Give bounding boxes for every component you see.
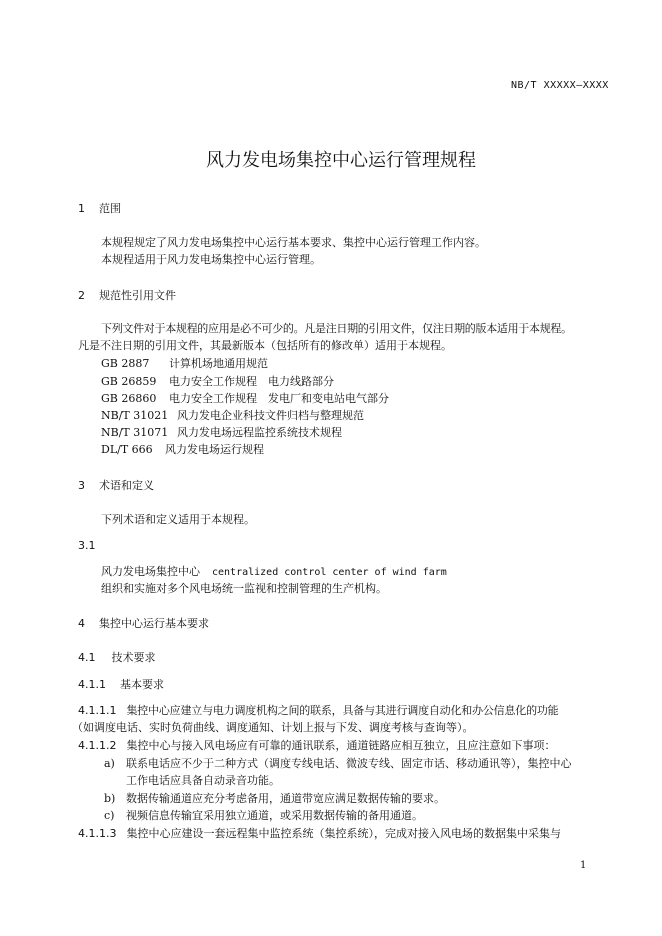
reference-name: 风力发电场运行规程: [165, 443, 264, 456]
clause-text: 集控中心应建设一套远程集中监控系统（集控系统），完成对接入风电场的数据集中采集与: [126, 827, 561, 840]
list-text: 数据传输通道应充分考虑备用，通道带宽应满足数据传输的要求。: [126, 792, 445, 805]
term-number: 3.1: [78, 539, 96, 552]
list-text: 联系电话应不少于二种方式（调度专线电话、微波专线、固定市话、移动通讯等），集控中心: [126, 757, 572, 770]
reference-item: [101, 390, 389, 406]
section-title: 术语和定义: [99, 479, 154, 492]
subsection-number: 4.1.1: [78, 678, 106, 691]
section-3-heading: [78, 477, 154, 493]
list-label: a): [104, 757, 115, 770]
section-title: 范围: [99, 202, 121, 215]
list-text: 视频信息传输宜采用独立通道，或采用数据传输的备用通道。: [126, 809, 423, 822]
paragraph: 本规程规定了风力发电场集控中心运行基本要求、集控中心运行管理工作内容。: [101, 236, 486, 249]
reference-name: 风力发电场远程监控系统技术规程: [177, 426, 342, 439]
clause-number: 4.1.1.1: [78, 704, 117, 717]
reference-code: GB 2887: [101, 357, 150, 370]
reference-item: [101, 355, 268, 371]
term-definition: 组织和实施对多个风电场统一监视和控制管理的生产机构。: [101, 582, 387, 595]
clause-continuation: （如调度电话、实时负荷曲线、调度通知、计划上报与下发、调度考核与查询等）。: [72, 721, 474, 734]
section-number: 2: [78, 289, 85, 302]
section-1-heading: [78, 200, 121, 216]
section-title: 集控中心运行基本要求: [99, 617, 209, 630]
term-english: centralized control center of wind farm: [212, 567, 447, 578]
list-item: [104, 755, 572, 771]
subsection-title: 基本要求: [120, 678, 164, 691]
section-number: 4: [78, 617, 85, 630]
section-title: 规范性引用文件: [99, 289, 176, 302]
document-code: NB/T XXXXX—XXXX: [511, 80, 609, 91]
list-item: [104, 790, 445, 806]
list-item: [104, 807, 423, 823]
section-number: 3: [78, 479, 85, 492]
list-item-continuation: 工作电话应具备自动录音功能。: [126, 774, 280, 787]
section-2-heading: [78, 287, 176, 303]
clause: [78, 737, 555, 753]
clause: [78, 825, 561, 841]
page-title: 风力发电场集控中心运行管理规程: [206, 150, 476, 171]
clause-number: 4.1.1.2: [78, 739, 117, 752]
reference-item: [101, 424, 342, 440]
page-number: 1: [580, 860, 587, 871]
list-label: b): [104, 792, 116, 805]
subsection-heading: [78, 649, 156, 665]
paragraph: 本规程适用于风力发电场集控中心运行管理。: [101, 253, 321, 266]
reference-name: 电力安全工作规程 电力线路部分: [169, 375, 334, 388]
reference-code: GB 26859: [101, 375, 157, 388]
reference-item: [101, 441, 264, 457]
paragraph: 凡是不注日期的引用文件，其最新版本（包括所有的修改单）适用于本规程。: [78, 339, 452, 352]
reference-code: GB 26860: [101, 392, 157, 405]
term-name: 风力发电场集控中心: [101, 565, 200, 578]
reference-item: [101, 373, 334, 389]
term-entry: [101, 563, 447, 579]
reference-name: 计算机场地通用规范: [169, 357, 268, 370]
clause: [78, 702, 558, 718]
reference-code: NB/T 31021: [101, 409, 169, 422]
subsection-number: 4.1: [78, 651, 96, 664]
clause-text: 集控中心应建立与电力调度机构之间的联系，具备与其进行调度自动化和办公信息化的功能: [126, 704, 559, 717]
clause-text: 集控中心与接入风电场应有可靠的通讯联系，通道链路应相互独立，且应注意如下事项：: [126, 739, 556, 752]
reference-item: [101, 407, 364, 423]
clause-number: 4.1.1.3: [78, 827, 117, 840]
subsection-title: 技术要求: [111, 651, 156, 664]
reference-code: NB/T 31071: [101, 426, 169, 439]
section-4-heading: [78, 615, 209, 631]
reference-name: 风力发电企业科技文件归档与整理规范: [177, 409, 364, 422]
paragraph: 下列文件对于本规程的应用是必不可少的。凡是注日期的引用文件，仅注日期的版本适用于本规程。: [101, 322, 572, 335]
paragraph: 下列术语和定义适用于本规程。: [101, 513, 255, 526]
subsection-heading: [78, 676, 164, 692]
list-label: c): [104, 809, 115, 822]
section-number: 1: [78, 202, 85, 215]
reference-name: 电力安全工作规程 发电厂和变电站电气部分: [169, 392, 389, 405]
reference-code: DL/T 666: [101, 443, 153, 456]
